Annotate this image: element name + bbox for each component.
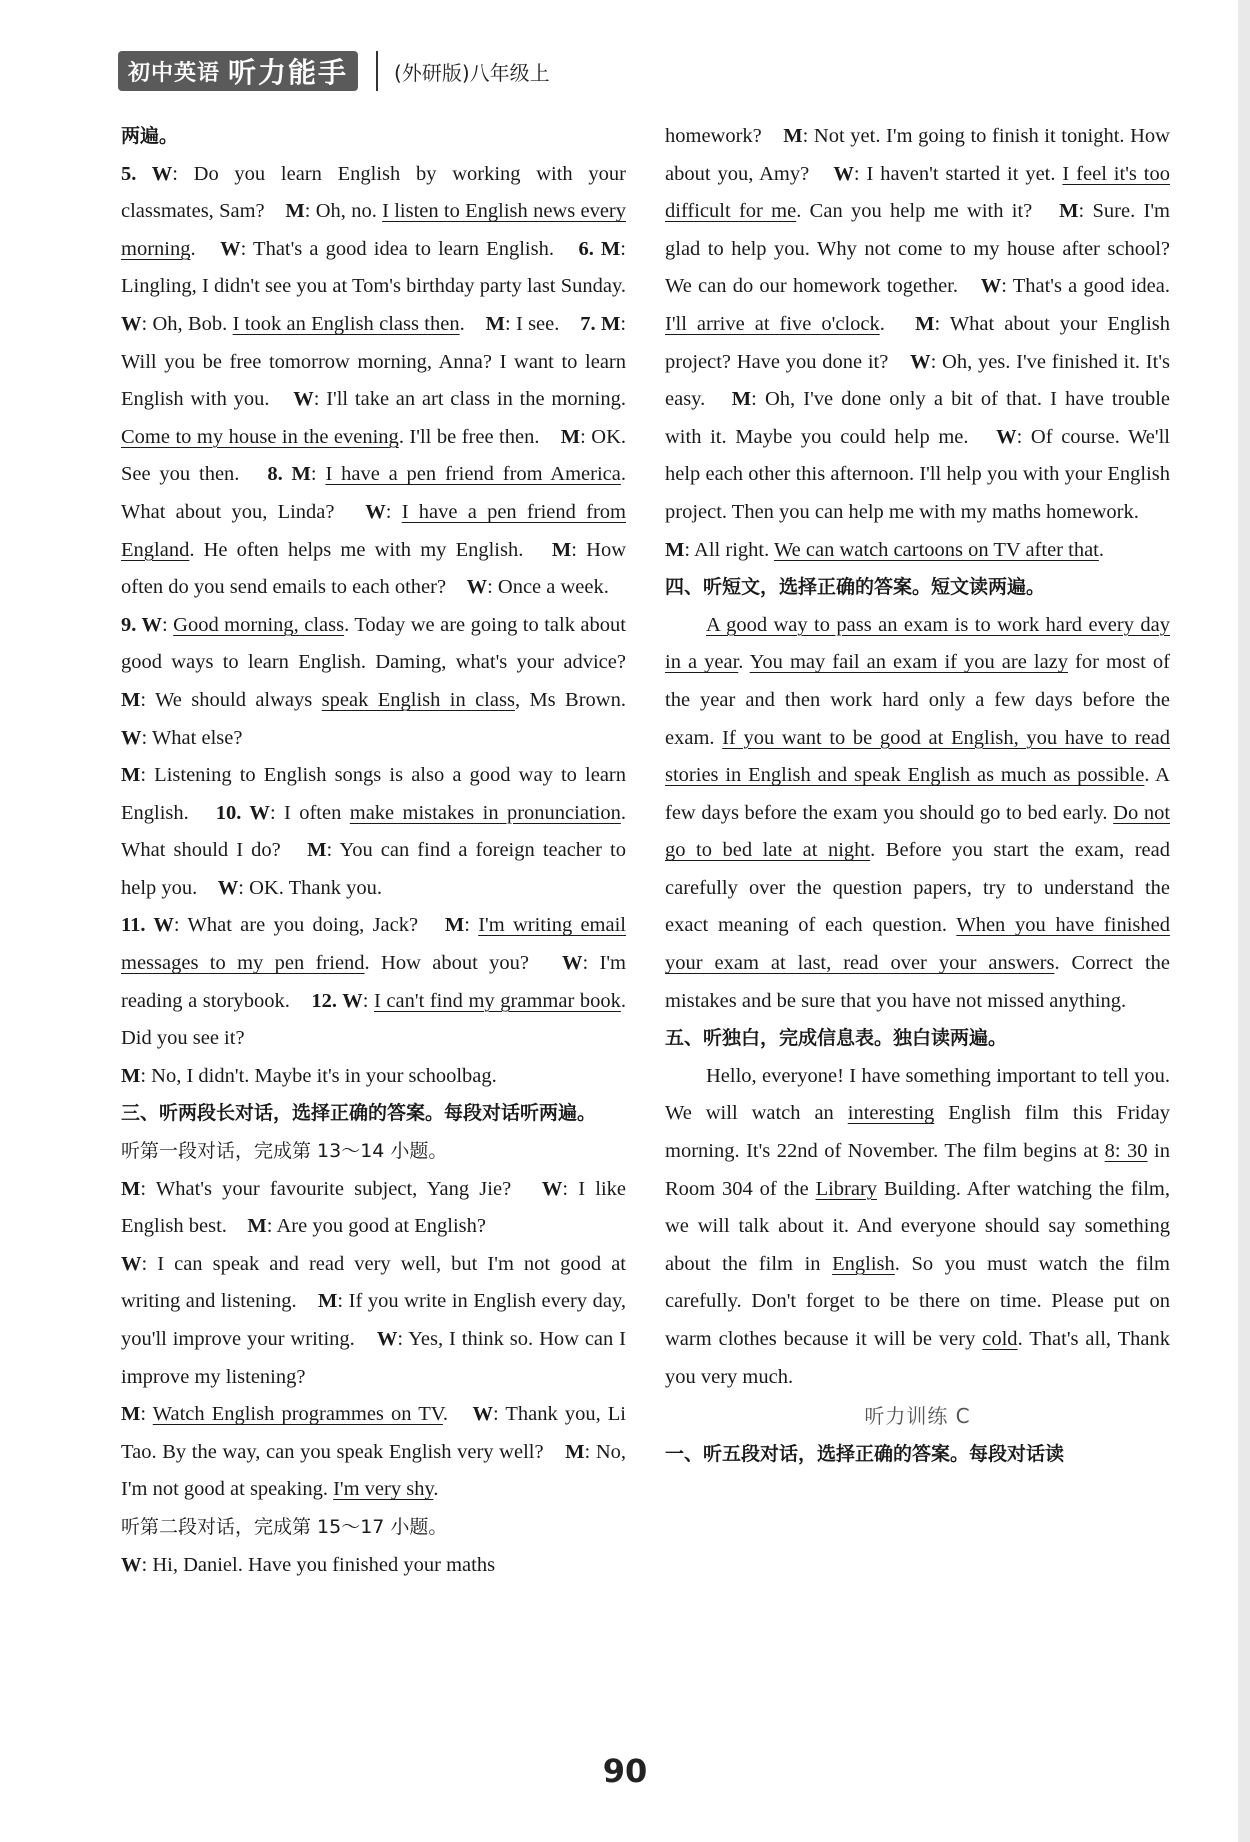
answer-underline: A good way to pass an exam is to work hard every day in a year [665,613,1170,674]
transcript-paragraph: homework? M: Not yet. I'm going to finish it tonight. How about you, Amy? W: I haven't started it yet. I feel it's too difficult for me. Can you help me with it? M: Sure. I'm glad to help you. Why not come to my house after school? We can do our homework together. W: That's a good idea. I'll arrive at five o'clock. M: What about your English project? Have you done it? W: Oh, yes. I've finished it. It's easy. M: Oh, I've done only a bit of that. I have trouble with it. Maybe you could help me. W: Of course. We'll help each other this afternoon. I'll help you with your English project. Then you can help me with my maths homework. [665,125,1171,523]
header-divider [376,51,378,91]
answer-underline: I feel it's too difficult for me [665,162,1170,223]
dialogue-instruction-2: 听第二段对话，完成第 15～17 小题。 [121,1515,448,1538]
right-column [665,118,1170,1474]
answer-underline: I can't find my grammar book [374,989,621,1012]
page-edge-shadow [1238,0,1250,1842]
page-header [118,48,550,94]
answer-underline: I have a pen friend from America [325,463,621,486]
transcript-paragraph: M: What's your favourite subject, Yang Jie? W: I like English best. M: Are you good at English? [121,1177,626,1238]
monologue-paragraph: Hello, everyone! I have something important to tell you. We will watch an interesting English film this Friday morning. It's 22nd of November. The film begins at 8: 30 in Room 304 of the Library Building. After watching the film, we will talk about it. And everyone should say something about the film in English. So you must watch the film carefully. Don't forget to be there on time. Please put on warm clothes because it will be very cold. That's all, Thank you very much. [665,1064,1170,1388]
answer-underline: cold [982,1328,1018,1350]
answer-underline: I have a pen friend from England [121,500,626,561]
transcript-paragraph: 9. W: Good morning, class. Today we are going to talk about good ways to learn English. Daming, what's your advice? M: We should always speak English in class, Ms Brown. W: What else? [121,613,647,749]
answer-underline: Come to my house in the evening [121,425,399,448]
page-number: 90 [602,1752,648,1790]
answer-underline: I listen to English news every morning [121,200,626,260]
transcript-paragraph: M: All right. We can watch cartoons on TV after that. [665,538,1104,561]
transcript-paragraph: 5. W: Do you learn English by working with your classmates, Sam? M: Oh, no. I listen to English news every morning. W: That's a good idea to learn English. 6. M: Lingling, I didn't see you at Tom's birthday party last Sunday. W: Oh, Bob. I took an English class then. M: I see. 7. M: Will you be free tomorrow morning, Anna? I want to learn English with you. W: I'll take an art class in the morning. Come to my house in the evening. I'll be free then. M: OK. See you then. 8. M: I have a pen friend from America. What about you, Linda? W: I have a pen friend from England. He often helps me with my English. M: How often do you send emails to each other? W: Once a week. [121,162,647,599]
answer-underline: We can watch cartoons on TV after that [773,538,1099,561]
answer-underline: When you have finished your exam at last, read over your answers [665,914,1170,975]
answer-underline: speak English in class [321,688,515,711]
transcript-paragraph: W: Hi, Daniel. Have you finished your maths [121,1553,496,1576]
answer-underline: You may fail an exam if you are lazy [749,651,1069,674]
answer-underline: I'm writing email messages to my pen friend [121,914,626,975]
edition-label: (外研版)八年级上 [394,60,550,85]
answer-underline: English [832,1252,895,1275]
passage-paragraph: A good way to pass an exam is to work hard every day in a year. You may fail an exam if you are lazy for most of the year and then work hard only a few days before the exam. If you want to be good at English, you have to read stories in English and speak English as much as possible. A few days before the exam you should go to bed early. Do not go to bed late at night. Before you start the exam, read carefully over the question papers, try to understand the exact meaning of each question. When you have finished your exam at last, read over your answers. Correct the mistakes and be sure that you have not missed anything. [665,613,1171,1012]
transcript-paragraph: 11. W: What are you doing, Jack? M: I'm writing email messages to my pen friend. How about you? W: I'm reading a storybook. 12. W: I can't find my grammar book. Did you see it? [121,914,626,1050]
dialogue-instruction-1: 听第一段对话，完成第 13～14 小题。 [121,1140,448,1163]
transcript-paragraph: M: No, I didn't. Maybe it's in your schoolbag. [121,1064,497,1087]
book-title: 听力能手 [228,56,349,89]
training-subtitle: 听力训练 C [864,1404,971,1429]
section-tail: 两遍。 [121,125,179,147]
answer-underline: Good morning, class [173,613,345,636]
answer-underline: interesting [847,1102,935,1125]
transcript-paragraph: M: Listening to English songs is also a good way to learn English. 10. W: I often make mistakes in pronunciation. What should I do? M: You can find a foreign teacher to help you. W: OK. Thank you. [121,764,626,899]
brand-logo [118,51,358,91]
answer-underline: If you want to be good at English, you have to read stories in English and speak English as much as possible [665,726,1170,787]
left-column [121,118,647,1584]
series-name: 初中英语 [128,60,221,86]
answer-underline: I'm very shy [333,1478,434,1501]
answer-underline: Watch English programmes on TV [152,1403,443,1426]
answer-underline: make mistakes in pronunciation [349,801,621,824]
section-heading-5: 五、听独白，完成信息表。独白读两遍。 [665,1027,1008,1050]
transcript-paragraph: W: I can speak and read very well, but I'm not good at writing and listening. M: If you write in English every day, you'll improve your writing. W: Yes, I think so. How can I improve my listening? [121,1252,627,1388]
answer-underline: Library [815,1177,878,1200]
section-heading-3: 三、听两段长对话，选择正确的答案。每段对话听两遍。 [121,1102,597,1125]
answer-underline: I took an English class then [232,312,460,335]
answer-underline: I'll arrive at five o'clock [665,312,880,335]
transcript-paragraph: M: Watch English programmes on TV. W: Thank you, Li Tao. By the way, can you speak English very well? M: No, I'm not good at speaking. I'm very shy. [121,1403,626,1501]
section-heading-4: 四、听短文，选择正确的答案。短文读两遍。 [665,576,1046,599]
section-heading-1: 一、听五段对话，选择正确的答案。每段对话读 [665,1443,1065,1466]
answer-underline: 8: 30 [1104,1140,1148,1163]
answer-underline: Do not go to bed late at night [665,801,1171,862]
